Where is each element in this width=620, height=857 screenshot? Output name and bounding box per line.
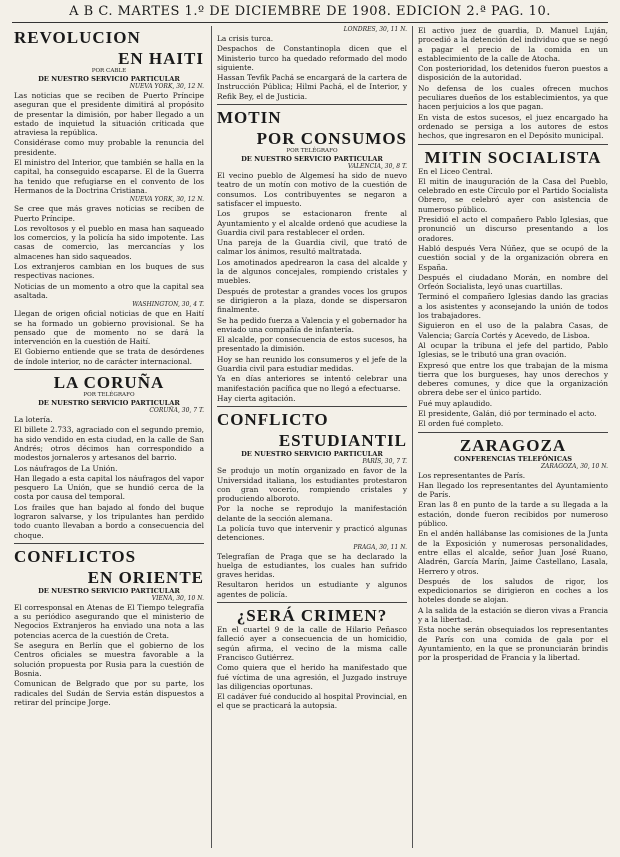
section-separator — [14, 543, 204, 544]
section-separator — [14, 369, 204, 370]
dateline: CORUÑA, 30, 7 T. — [149, 407, 204, 415]
paragraph: En vista de estos sucesos, el juez encargado ha ordenado se persiga a los autores de estos hechos, que ingresaron en el Depósito municipal. — [418, 112, 608, 141]
paragraph: Se ha pedido fuerza a Valencia y el gobernador ha enviado una compañía de infantería. — [217, 315, 407, 334]
paragraph: Los grupos se estacionaron frente al Ayuntamiento y el alcalde ordenó que acudiese la Guardia civil para restablecer el orden. — [217, 209, 407, 237]
headline-zaragoza: ZARAGOZA — [459, 435, 567, 455]
paragraph: La policía tuvo que intervenir y practicó algunas detenciones. — [217, 523, 407, 543]
headline-motin: MOTIN — [217, 108, 282, 128]
dateline: NUEVA YORK, 30, 12 N. — [129, 196, 204, 204]
dateline: PARÍS, 30, 7 T. — [362, 458, 407, 466]
column-2 — [217, 26, 407, 848]
section-separator — [418, 144, 608, 145]
service-line: DE NUESTRO SERVICIO PARTICULAR — [38, 399, 180, 408]
headline-sera-crimen: ¿SERÁ CRIMEN? — [236, 606, 388, 626]
paragraph: Siguieron en el uso de la palabra Casas, de Valencia; García Cortés y Acevedo, de Lisboa. — [418, 321, 608, 340]
service-line: DE NUESTRO SERVICIO PARTICULAR — [241, 450, 383, 459]
paragraph: Resultaron heridos un estudiante y algunos agentes de policía. — [217, 580, 407, 599]
top-rule — [12, 22, 608, 23]
paragraph: A la salida de la estación se dieron vivas a Francia y a la libertad. — [418, 605, 608, 625]
headline-estudiantil: ESTUDIANTIL — [278, 431, 407, 451]
section-separator — [418, 432, 608, 433]
paragraph: Han llegado los representantes del Ayuntamiento de París. — [418, 480, 608, 500]
paragraph: En el cuartel 9 de la calle de Hilario Peñasco falleció ayer a consecuencia de un homicidio, según afirma, el vecino de la misma calle Francisco Gutiérrez. — [217, 625, 407, 662]
byline-telegrafo: POR TELÉGRAFO — [286, 148, 338, 155]
paragraph: Los náufragos de La Unión. — [14, 463, 118, 473]
paragraph: Con posterioridad, los detenidos fueron puestos a disposición de la autoridad. — [418, 64, 608, 83]
column-3 — [418, 26, 608, 848]
paragraph: El alcalde, por consecuencia de estos sucesos, ha presentado la dimisión. — [217, 335, 407, 354]
headline-conflicto: CONFLICTO — [217, 410, 329, 430]
paragraph: El activo juez de guardia, D. Manuel Luján, procedió a la detención del individuo que se negó a pagar el precio de la comida en un establecimiento de la calle de Atocha. — [418, 26, 608, 63]
paragraph: Después de los saludos de rigor, los expedicionarios se dirigieron en coches a los hoteles donde se alojan. — [418, 576, 608, 605]
service-line: DE NUESTRO SERVICIO PARTICULAR — [38, 586, 180, 595]
paragraph: Se produjo un motín organizado en favor de la Universidad italiana, los estudiantes protestaron con gran vocerío, rompiendo cristales y produciendo alboroto. — [217, 466, 407, 504]
paragraph: Ya en días anteriores se intentó celebrar una manifestación pacífica que no llegó a efectuarse. — [217, 374, 407, 393]
paragraph: El cadáver fué conducido al hospital Provincial, en el que se practicará la autopsia. — [217, 692, 407, 711]
paragraph: Los revoltosos y el pueblo en masa han saqueado los comercios, y la policía ha sido impotente. Las casas de comercio, las mercancías y los almacenes han sido saqueados. — [14, 223, 204, 261]
paragraph: Los representantes de París. — [418, 470, 526, 480]
paragraph: Telegrafían de Praga que se ha declarado la huelga de estudiantes, los cuales han sufrido graves heridas. — [217, 551, 407, 580]
paragraph: Fué muy aplaudido. — [418, 398, 493, 408]
paragraph: Eran las 8 en punto de la tarde a su llegada a la estación, donde fueron recibidos por numeroso público. — [418, 500, 608, 529]
paragraph: El billete 2.733, agraciado con el segundo premio, ha sido vendido en esta ciudad, en la calle de San Andrés; otros décimos han correspondido a modestos jornaleros y artesanos del barrio. — [14, 425, 204, 463]
paragraph: En el andén hallábanse las comisiones de la Junta de la Exposición y numerosas personalidades, entre ellas el alcalde, señor Juan José Ruano, Aladrén, García Marín, Jaime Castellano, Lasala, Herrero y otros. — [418, 529, 608, 576]
column-divider — [412, 26, 413, 848]
paragraph: Hay cierta agitación. — [217, 393, 296, 403]
paragraph: Hoy se han reunido los consumeros y el jefe de la Guardia civil para estudiar medidas. — [217, 354, 407, 374]
paragraph: Los frailes que han bajado al fondo del buque lograron salvarse, y los tripulantes han perdido todo cuanto llevaban a bordo a consecuencia del choque. — [14, 502, 204, 540]
paragraph: Habló después Vera Núñez, que se ocupó de la cuestión social y de la organización obrera en España. — [418, 243, 608, 272]
paragraph: Han llegado a esta capital los náufragos del vapor pesquero La Unión, que se hundió cerca de la costa por causa del temporal. — [14, 473, 204, 502]
paragraph: Se cree que más graves noticias se reciben de Puerto Príncipe. — [14, 204, 204, 223]
paragraph: El corresponsal en Atenas de El Tiempo telegrafía a su periódico asegurando que el ministerio de Negocios Extranjeros ha enviado una nota a las potencias acerca de la cuestión de Creta. — [14, 602, 204, 640]
paragraph: En el Liceo Central. — [418, 166, 493, 176]
paragraph: Llegan de origen oficial noticias de que en Haití se ha formado un gobierno provisional. Se ha pensado que de momento no se dará la intervención en la cuestión de Haití. — [14, 309, 204, 347]
column-1 — [14, 26, 204, 848]
section-separator — [217, 406, 407, 407]
column-divider — [211, 26, 212, 848]
section-separator — [217, 104, 407, 105]
paragraph: Los extranjeros cambian en los buques de sus respectivas naciones. — [14, 262, 204, 281]
headline-revolucion: REVOLUCION — [14, 28, 141, 47]
paragraph: El ministro del Interior, que también se halla en la capital, ha conseguido escaparse. El de la Guerra ha tenido que refugiarse en el convento de los Hermanos de la Doctrina Cristiana. — [14, 158, 204, 195]
headline-la-coruna: LA CORUÑA — [53, 373, 165, 393]
paragraph: El Gobierno entiende que se trata de desórdenes de índole interior, no de carácter internacional. — [14, 347, 204, 366]
headline-en-oriente: EN ORIENTE — [87, 567, 204, 587]
paragraph: Hassan Tevfik Pachá se encargará de la cartera de Instrucción Pública; Hilmi Pachá, el de Interior, y Refik Bey, el de Justicia. — [217, 73, 407, 101]
paragraph: Las noticias que se reciben de Puerto Príncipe aseguran que el presidente dimitirá al propósito de presentar la dimisión, por haber llegado a un estado de inquietud la situación criticada que atraviesa la república. — [14, 91, 204, 138]
paragraph: Después el ciudadano Morán, en nombre del Orfeón Socialista, leyó unas cuartillas. — [418, 272, 608, 292]
paragraph: Comunican de Belgrado que por su parte, los radicales del Sudán de Servia están dispuestos a retirar del príncipe Jorge. — [14, 679, 204, 707]
paragraph: Por la noche se reprodujo la manifestación delante de la sección alemana. — [217, 504, 407, 523]
service-line: DE NUESTRO SERVICIO PARTICULAR — [241, 155, 383, 164]
paragraph: Expresó que entre los que trabajan de la misma tierra que los burgueses, hay unos derechos y deberes comunes, y dice que la organización obrera debe ser el único partido. — [418, 360, 608, 398]
paragraph: Los amotinados apedrearon la casa del alcalde y la de algunos concejales, rompiendo cristales y muebles. — [217, 257, 407, 286]
headline-en-haiti: EN HAITI — [118, 49, 204, 68]
dateline: NUEVA YORK, 30, 12 N. — [129, 83, 204, 90]
paragraph: Se asegura en Berlín que el gobierno de los Centros oficiales se muestra favorable a la solución propuesta por Rusia para la cuestión de Bosnia. — [14, 641, 204, 678]
paragraph: Esta noche serán obsequiados los representantes de París con una comida de gala por el Ayuntamiento, en la que se pronunciarán brindis por la prosperidad de Francia y la libertad. — [418, 625, 608, 663]
paragraph: Después de protestar a grandes voces los grupos se dirigieron a la plaza, donde se dispersaron finalmente. — [217, 286, 407, 315]
byline-cable: POR CABLE — [91, 68, 127, 74]
paragraph: El presidente, Galán, dió por terminado el acto. — [418, 408, 597, 418]
paragraph: La lotería. — [14, 415, 53, 425]
headline-mitin-socialista: MITIN SOCIALISTA — [424, 147, 602, 167]
paragraph: El orden fué completo. — [418, 419, 504, 429]
dateline: WASHINGTON, 30, 4 T. — [132, 301, 204, 309]
paragraph: La crisis turca. — [217, 34, 274, 43]
dateline: VALENCIA, 30, 8 T. — [347, 163, 407, 171]
service-line: DE NUESTRO SERVICIO PARTICULAR — [38, 75, 180, 83]
paragraph: Al ocupar la tribuna el jefe del partido, Pablo Iglesias, se le tributó una gran ovación. — [418, 340, 608, 360]
section-separator — [217, 602, 407, 603]
headline-conflictos: CONFLICTOS — [14, 546, 137, 566]
dateline: PRAGA, 30, 11 N. — [353, 543, 407, 551]
paragraph: Despachos de Constantinopla dicen que el Ministerio turco ha quedado reformado del modo siguiente. — [217, 44, 407, 72]
paragraph: Terminó el compañero Iglesias dando las gracias a los asistentes y aconsejando la unión de todos los trabajadores. — [418, 292, 608, 321]
paragraph: Como quiera que el herido ha manifestado que fué víctima de una agresión, el Juzgado instruye las diligencias oportunas. — [217, 663, 407, 691]
paragraph: Considérase como muy probable la renuncia del presidente. — [14, 138, 204, 157]
headline-por-consumos: POR CONSUMOS — [256, 129, 407, 149]
paragraph: Una pareja de la Guardia civil, que trató de calmar los ánimos, resultó maltratada. — [217, 238, 407, 257]
dateline: LONDRES, 30, 11 N. — [343, 26, 407, 33]
subheadline: CONFERENCIAS TELEFÓNICAS — [453, 454, 573, 463]
paragraph: Presidió el acto el compañero Pablo Iglesias, que pronunció un discurso presentando a los oradores. — [418, 215, 608, 243]
page-masthead: A B C. MARTES 1.º DE DICIEMBRE DE 1908. EDICION 2.ª PAG. 10. — [69, 4, 551, 19]
byline-telegrafo: POR TELÉGRAFO — [83, 392, 135, 399]
paragraph: Noticias de un momento a otro que la capital sea asaltada. — [14, 281, 204, 300]
dateline: ZARAGOZA, 30, 10 N. — [540, 462, 608, 470]
paragraph: El mitin de inauguración de la Casa del Pueblo, celebrado en este Círculo por el Partido Socialista Obrero, se celebró ayer con asistencia de numeroso público. — [418, 176, 608, 214]
paragraph: No defensa de los cuales ofrecen muchos peculiares dueños de los establecimientos, ya que hacen perjuicios a los que pagan. — [418, 83, 608, 112]
paragraph: El vecino pueblo de Algemesí ha sido de nuevo teatro de un motín con motivo de la cuestión de consumos. Los contribuyentes se negaron a satisfacer el impuesto. — [217, 171, 407, 208]
dateline: VIENA, 30, 10 N. — [151, 594, 204, 602]
